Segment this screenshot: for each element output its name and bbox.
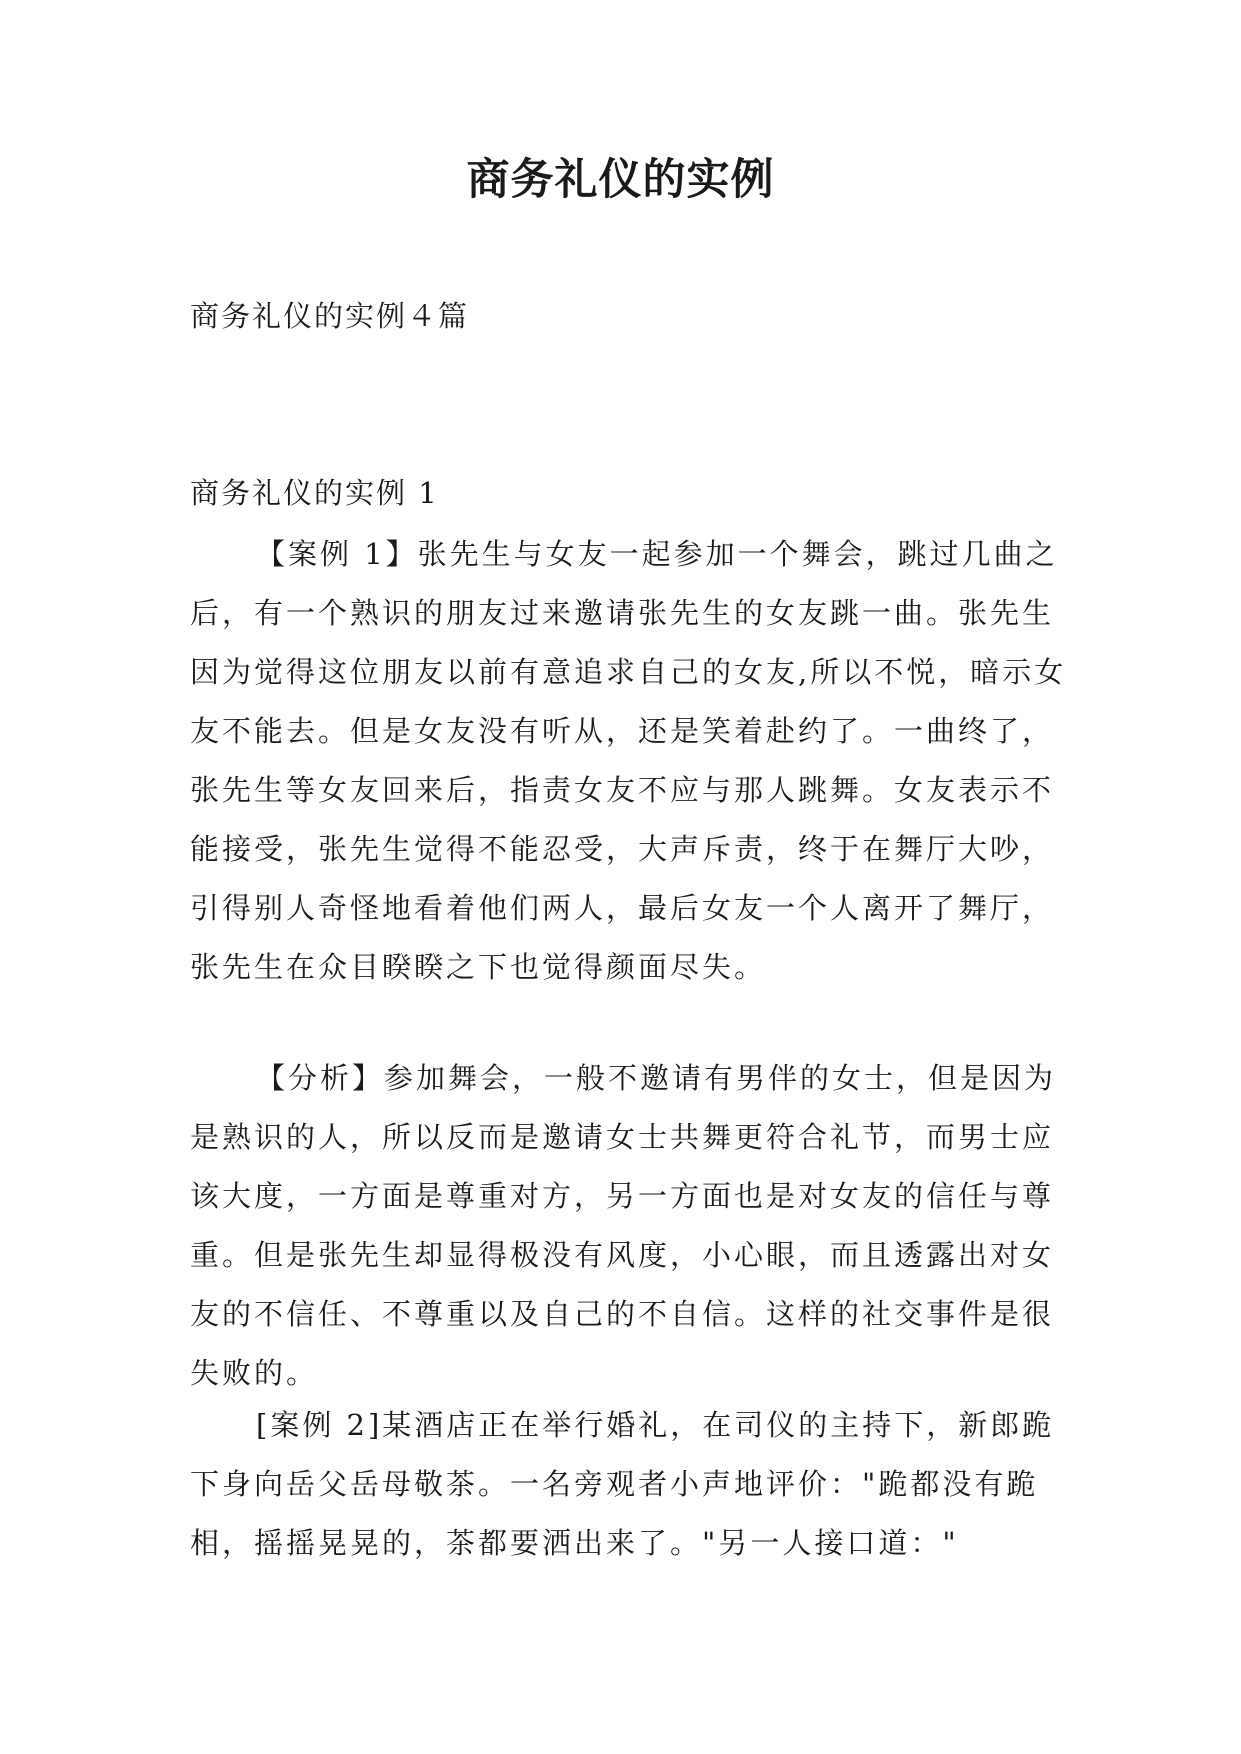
paragraph-case-1: 【案例 1】张先生与女友一起参加一个舞会，跳过几曲之后，有一个熟识的朋友过来邀请张先生的女友跳一曲。张先生因为觉得这位朋友以前有意追求自己的女友,所以不悦，暗示女友不能去。但是女友没有听从，还是笑着赴约了。一曲终了，张先生等女友回来后，指责女友不应与那人跳舞。女友表示不能接受，张先生觉得不能忍受，大声斥责，终于在舞厅大吵，引得别人奇怪地看着他们两人，最后女友一个人离开了舞厅，张先生在众目睽睽之下也觉得颜面尽失。 xyxy=(190,537,1067,984)
section-heading: 商务礼仪的实例 1 xyxy=(190,476,439,510)
paragraph-case-2: [案例 2]某酒店正在举行婚礼，在司仪的主持下，新郎跪下身向岳父岳母敬茶。一名旁观者小声地评价："跪都没有跪相，摇摇晃晃的，茶都要洒出来了。"另一人接口道：" xyxy=(190,1408,1055,1560)
paragraph-analysis: 【分析】参加舞会，一般不邀请有男伴的女士，但是因为是熟识的人，所以反而是邀请女士共舞更符合礼节，而男士应该大度，一方面是尊重对方，另一方面也是对女友的信任与尊重。但是张先生却显得极没有风度，小心眼，而且透露出对女友的不信任、不尊重以及自己的不自信。这样的社交事件是很失败的。 xyxy=(190,1061,1057,1390)
document-subtitle: 商务礼仪的实例４篇 xyxy=(190,299,470,333)
document-title: 商务礼仪的实例 xyxy=(466,155,775,205)
